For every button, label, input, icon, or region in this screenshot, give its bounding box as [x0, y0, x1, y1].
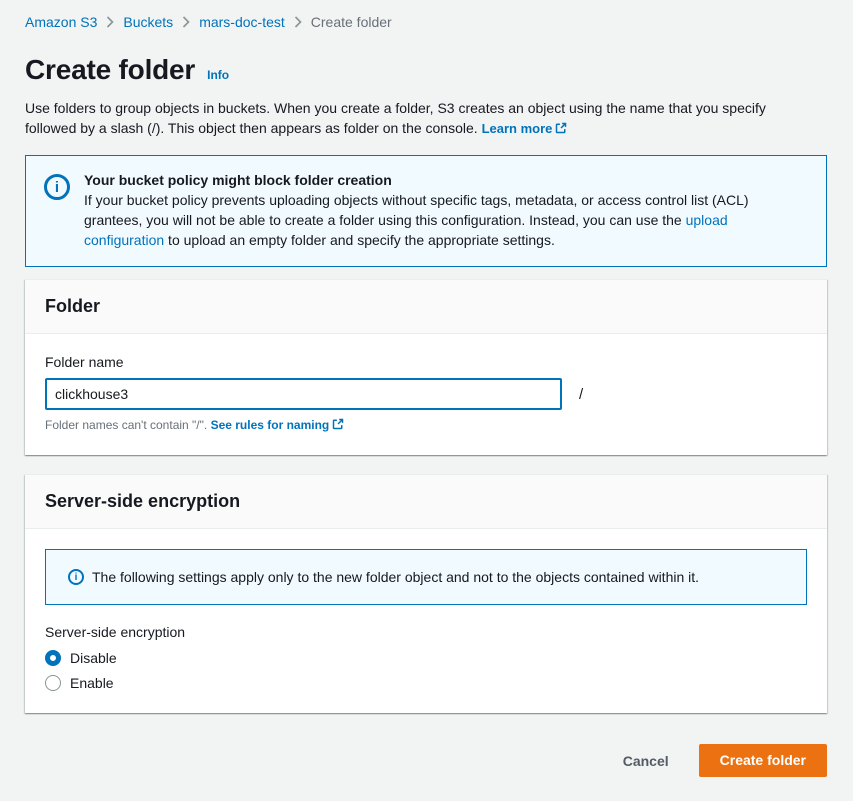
alert-title: Your bucket policy might block folder creation [84, 172, 392, 188]
slash-suffix: / [579, 385, 584, 403]
learn-more-link[interactable]: Learn more [482, 121, 568, 136]
encryption-field-label: Server-side encryption [45, 624, 186, 640]
breadcrumb-current-page: Create folder [310, 14, 392, 30]
footer-actions [25, 744, 827, 777]
radio-disable-label: Disable [70, 650, 117, 666]
page-title-row [25, 54, 827, 86]
naming-rules-link[interactable]: See rules for naming [211, 418, 345, 432]
radio-button-icon [45, 650, 61, 666]
breadcrumb-bucket-name[interactable]: mars-doc-test [199, 14, 285, 30]
page-title: Create folder [25, 54, 196, 85]
encryption-section-title: Server-side encryption [45, 491, 241, 511]
external-link-icon [332, 418, 344, 433]
description-text: Use folders to group objects in buckets. When you create a folder, S3 creates an object using the name that you specify followed by a slash (/). This object then appears as folder on the console. [25, 100, 766, 136]
cancel-button[interactable]: Cancel [619, 747, 673, 775]
breadcrumb-chevron-icon [294, 16, 302, 28]
radio-button-icon [45, 675, 61, 691]
info-circle-icon: i [44, 174, 70, 200]
encryption-radio-group [45, 650, 807, 691]
encryption-section [25, 474, 827, 713]
breadcrumb-amazon-s3[interactable]: Amazon S3 [25, 14, 98, 30]
folder-section-body [25, 334, 827, 455]
info-circle-icon: i [68, 569, 84, 585]
folder-section-title: Folder [45, 296, 101, 316]
folder-section-header [25, 280, 827, 334]
bucket-policy-alert [25, 155, 827, 267]
upload-configuration-link[interactable]: upload configuration [84, 212, 728, 248]
external-link-icon [555, 120, 567, 140]
breadcrumb-buckets[interactable]: Buckets [123, 14, 174, 30]
create-folder-button[interactable]: Create folder [699, 744, 827, 777]
encryption-info-box [45, 549, 807, 605]
folder-name-row [45, 378, 807, 410]
folder-section [25, 279, 827, 455]
info-link[interactable]: Info [207, 68, 230, 82]
encryption-section-header [25, 475, 827, 529]
breadcrumb-chevron-icon [106, 16, 114, 28]
folder-name-label: Folder name [45, 354, 124, 370]
breadcrumb-chevron-icon [182, 16, 190, 28]
alert-content [84, 170, 784, 250]
radio-disable[interactable] [45, 650, 807, 666]
radio-enable-label: Enable [70, 675, 114, 691]
folder-name-input[interactable] [45, 378, 562, 410]
encryption-info-text: The following settings apply only to the new folder object and not to the objects contained within it. [92, 569, 700, 585]
breadcrumb [25, 10, 827, 32]
folder-name-helper: Folder names can't contain "/". See rules for naming [45, 418, 807, 433]
page-description [25, 98, 817, 140]
encryption-section-body [25, 529, 827, 713]
radio-enable[interactable] [45, 675, 807, 691]
alert-body: If your bucket policy prevents uploading objects without specific tags, metadata, or access control list (ACL) grantees, you will not be able to create a folder using this configuration. Instead, you can use the upload configuration to upload an empty folder and specify the appropriate settings. [84, 192, 749, 248]
